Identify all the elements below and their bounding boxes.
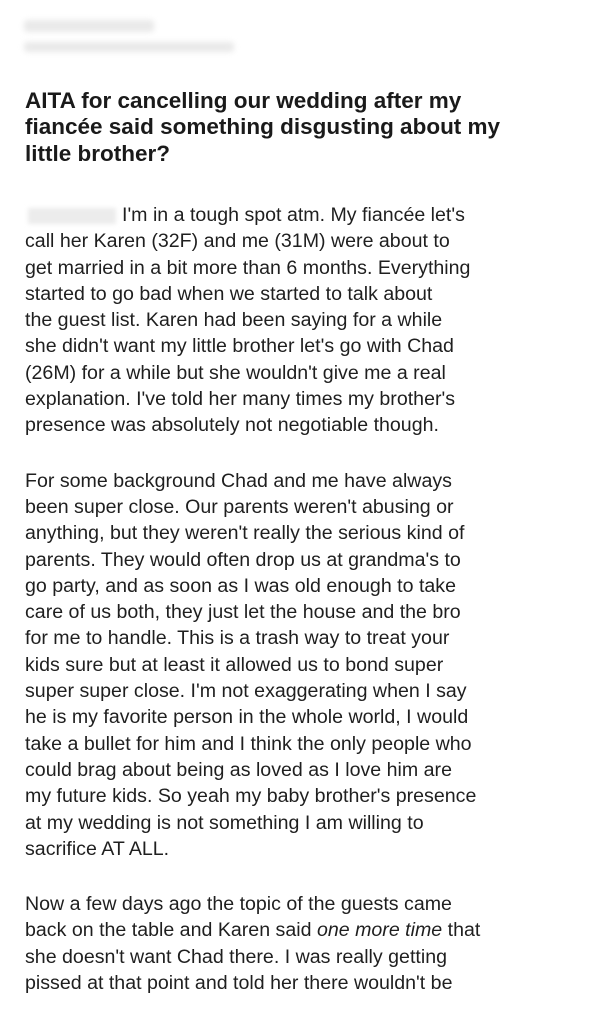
paragraph-line: for me to handle. This is a trash way to treat your: [25, 627, 450, 650]
paragraph-3: [25, 891, 595, 995]
paragraph-line: super super close. I'm not exaggerating when I say: [25, 680, 467, 703]
paragraph-line: been super close. Our parents weren't abusing or: [25, 495, 454, 518]
paragraph-1: [25, 202, 595, 439]
paragraph-line: started to go bad when we started to talk about: [25, 282, 433, 305]
paragraph-line: [25, 202, 595, 228]
post-title-line: little brother?: [25, 140, 170, 166]
paragraph-text: that: [442, 919, 481, 942]
paragraph-2: [25, 468, 595, 862]
paragraph-line: she doesn't want Chad there. I was really getting: [25, 945, 447, 968]
blurred-username: [24, 20, 154, 32]
paragraph-line: go party, and as soon as I was old enough to take: [25, 574, 456, 597]
paragraph-line: parents. They would often drop us at grandma's to: [25, 548, 461, 571]
paragraph-first-text: I'm in a tough spot atm. My fiancée let's: [122, 204, 465, 226]
paragraph-line: sacrifice AT ALL.: [25, 837, 170, 860]
paragraph-line: the guest list. Karen had been saying for a while: [25, 309, 443, 332]
blurred-meta: [24, 42, 234, 52]
post-title-line: AITA for cancelling our wedding after my: [25, 88, 462, 113]
paragraph-line: he is my favorite person in the whole world, I would: [25, 706, 469, 729]
paragraph-line: take a bullet for him and I think the only people who: [25, 732, 472, 755]
paragraph-line: get married in a bit more than 6 months. Everything: [25, 256, 471, 279]
paragraph-line: explanation. I've told her many times my brother's: [25, 388, 456, 411]
redacted-text: [28, 208, 116, 224]
paragraph-line: presence was absolutely not negotiable though.: [25, 414, 439, 437]
emphasis-text: one more time: [316, 919, 443, 942]
paragraph-line: [25, 917, 595, 943]
paragraph-line: at my wedding is not something I am willing to: [25, 811, 424, 834]
paragraph-line: (26M) for a while but she wouldn't give me a real: [25, 361, 446, 384]
paragraph-line-partial: pissed at that point and told her there wouldn't be: [25, 972, 453, 995]
paragraph-line: anything, but they weren't really the serious kind of: [25, 522, 465, 545]
paragraph-line: Now a few days ago the topic of the guests came: [25, 893, 452, 916]
paragraph-line: call her Karen (32F) and me (31M) were about to: [25, 230, 450, 253]
post-body: [25, 202, 595, 1024]
post-title-line: fiancée said something disgusting about my: [25, 114, 501, 140]
paragraph-line: could brag about being as loved as I love him are: [25, 758, 452, 781]
paragraph-line: my future kids. So yeah my baby brother's presence: [25, 785, 477, 808]
paragraph-line: kids sure but at least it allowed us to bond super: [25, 653, 444, 676]
paragraph-text: back on the table and Karen said: [25, 919, 312, 942]
paragraph-line: she didn't want my little brother let's go with Chad: [25, 335, 454, 358]
paragraph-line: care of us both, they just let the house and the bro: [25, 601, 461, 624]
post-title: [25, 86, 595, 165]
blurred-header: [0, 0, 606, 70]
paragraph-line: For some background Chad and me have always: [25, 469, 452, 492]
